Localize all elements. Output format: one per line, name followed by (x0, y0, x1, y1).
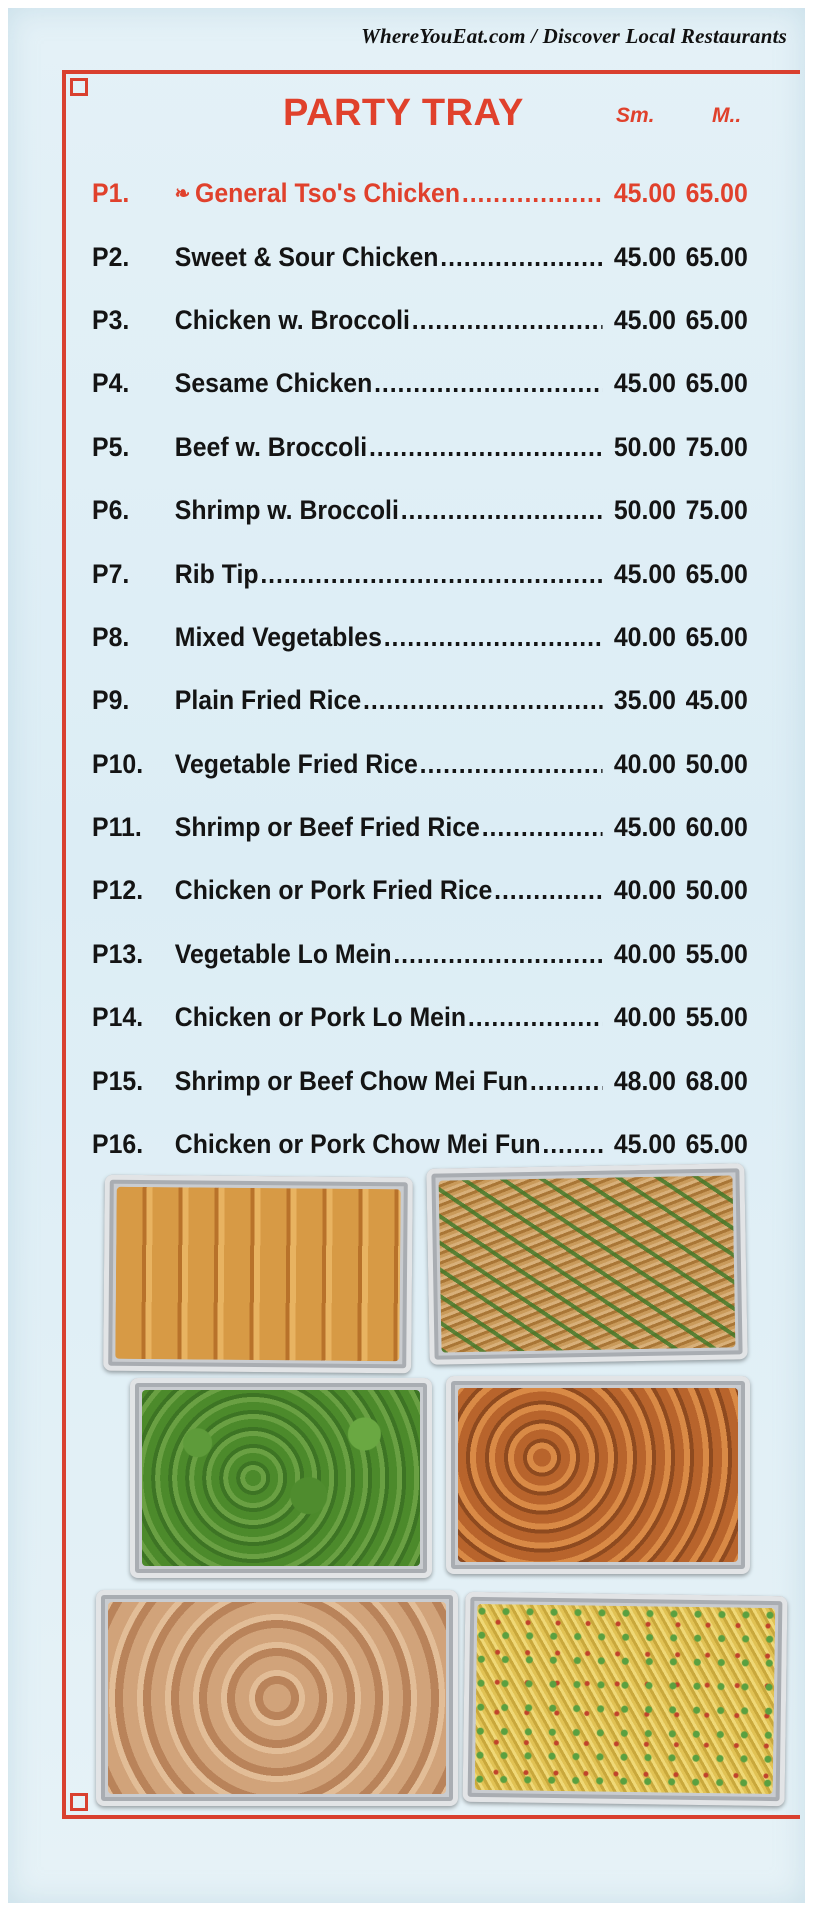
lo-mein-tray-photo (426, 1163, 747, 1365)
price-small: 45.00 (613, 178, 677, 209)
egg-rolls-tray-photo (103, 1175, 413, 1374)
chicken-wings-food (108, 1602, 446, 1794)
price-small: 40.00 (613, 621, 677, 652)
item-name-wrap (175, 1002, 603, 1033)
leader-dots (259, 559, 603, 590)
frame-left-border (62, 96, 66, 1793)
column-header-medium: M.. (712, 104, 742, 127)
item-name-wrap (175, 749, 603, 780)
price-medium: 75.00 (685, 431, 748, 462)
general-tso-chicken-tray-photo (446, 1376, 750, 1574)
leader-dots (466, 1002, 602, 1033)
item-name: Chicken or Pork Chow Mei Fun (174, 1129, 541, 1160)
leader-dots (410, 305, 602, 336)
price-small: 40.00 (613, 748, 677, 779)
item-code: P3. (92, 304, 130, 335)
item-name-wrap (175, 305, 603, 336)
pepper-icon: ❧ (174, 183, 191, 206)
lo-mein-food (439, 1175, 736, 1352)
price-medium: 65.00 (685, 1129, 748, 1160)
price-medium: 55.00 (685, 1002, 748, 1033)
item-name-wrap (175, 559, 603, 590)
price-small: 50.00 (613, 431, 677, 462)
menu-item (92, 225, 748, 288)
menu-item (92, 352, 748, 415)
item-name-wrap (175, 178, 603, 209)
price-medium: 50.00 (685, 875, 748, 906)
item-name: Chicken w. Broccoli (174, 304, 410, 335)
menu-item (92, 986, 748, 1049)
leader-dots (480, 812, 603, 843)
leader-dots (492, 875, 602, 906)
leader-dots (361, 685, 602, 716)
item-code: P4. (92, 368, 130, 399)
menu-item (92, 859, 748, 922)
menu-list (92, 162, 752, 1176)
item-code: P5. (92, 431, 130, 462)
menu-item (92, 669, 748, 732)
price-medium: 45.00 (685, 685, 748, 716)
item-name: Mixed Vegetables (174, 621, 382, 652)
leader-dots (372, 368, 602, 399)
item-code: P14. (92, 1002, 144, 1033)
item-name-wrap (175, 432, 603, 463)
menu-item (92, 542, 748, 605)
menu-item (92, 733, 748, 796)
item-code: P10. (92, 748, 144, 779)
leader-dots (418, 749, 603, 780)
menu-item (92, 416, 748, 479)
price-small: 45.00 (613, 1129, 677, 1160)
item-name-wrap (175, 812, 603, 843)
item-name: Plain Fried Rice (174, 685, 362, 716)
item-name: Vegetable Fried Rice (174, 748, 418, 779)
fried-rice-tray-photo (463, 1592, 788, 1806)
price-medium: 65.00 (685, 304, 748, 335)
price-medium: 68.00 (685, 1065, 748, 1096)
item-code: P6. (92, 495, 130, 526)
column-header-small: Sm. (616, 104, 655, 127)
item-name: Rib Tip (174, 558, 259, 589)
item-code: P1. (92, 178, 130, 209)
price-medium: 65.00 (685, 368, 748, 399)
item-code: P13. (92, 938, 144, 969)
price-medium: 75.00 (685, 495, 748, 526)
site-header: WhereYouEat.com / Discover Local Restaurants (361, 24, 787, 48)
item-name: Beef w. Broccoli (174, 431, 368, 462)
broccoli-food (142, 1390, 420, 1566)
price-small: 35.00 (613, 685, 677, 716)
price-small: 45.00 (613, 812, 677, 843)
menu-item (92, 923, 748, 986)
item-name-wrap (175, 242, 603, 273)
item-name-wrap (175, 495, 603, 526)
price-medium: 50.00 (685, 748, 748, 779)
frame-corner-ornament (70, 1793, 88, 1811)
item-name-wrap (175, 1129, 603, 1160)
item-name: Chicken or Pork Fried Rice (174, 875, 493, 906)
price-small: 45.00 (613, 304, 677, 335)
item-code: P9. (92, 685, 130, 716)
item-name-wrap (175, 939, 603, 970)
item-name-wrap (175, 1066, 603, 1097)
frame-corner-ornament (70, 78, 88, 96)
price-small: 40.00 (613, 938, 677, 969)
price-small: 45.00 (613, 558, 677, 589)
menu-item (92, 479, 748, 542)
price-medium: 65.00 (685, 178, 748, 209)
price-medium: 65.00 (685, 241, 748, 272)
item-code: P7. (92, 558, 130, 589)
leader-dots (399, 495, 603, 526)
price-small: 40.00 (613, 875, 677, 906)
price-small: 50.00 (613, 495, 677, 526)
general-tso-chicken-food (458, 1388, 738, 1562)
item-name: Shrimp w. Broccoli (174, 495, 399, 526)
menu-item (92, 606, 748, 669)
menu-item (92, 162, 748, 225)
fried-rice-food (475, 1604, 776, 1794)
price-medium: 60.00 (685, 812, 748, 843)
menu-item (92, 796, 748, 859)
price-small: 45.00 (613, 368, 677, 399)
item-name: General Tso's Chicken (195, 178, 461, 209)
item-name-wrap (175, 875, 603, 906)
item-name-wrap (175, 368, 603, 399)
leader-dots (392, 939, 603, 970)
item-code: P8. (92, 621, 130, 652)
item-name-wrap (175, 622, 603, 653)
item-name: Shrimp or Beef Chow Mei Fun (174, 1065, 529, 1096)
item-name: Chicken or Pork Lo Mein (174, 1002, 467, 1033)
price-small: 48.00 (613, 1065, 677, 1096)
leader-dots (367, 432, 602, 463)
leader-dots (528, 1066, 602, 1097)
leader-dots (438, 242, 602, 273)
frame-bottom-border (88, 1815, 800, 1819)
item-code: P2. (92, 241, 130, 272)
price-small: 40.00 (613, 1002, 677, 1033)
item-name: Sesame Chicken (174, 368, 373, 399)
leader-dots (382, 622, 603, 653)
menu-item (92, 1049, 748, 1112)
item-code: P16. (92, 1129, 144, 1160)
frame-top-border (88, 70, 800, 74)
price-medium: 65.00 (685, 621, 748, 652)
section-title: PARTY TRAY (283, 92, 524, 134)
item-name: Vegetable Lo Mein (174, 938, 392, 969)
item-name: Sweet & Sour Chicken (174, 241, 439, 272)
chicken-wings-tray-photo (96, 1590, 458, 1806)
price-medium: 65.00 (685, 558, 748, 589)
item-code: P12. (92, 875, 144, 906)
broccoli-tray-photo (130, 1378, 432, 1578)
menu-item (92, 289, 748, 352)
item-code: P15. (92, 1065, 144, 1096)
item-name-wrap (175, 685, 603, 716)
price-medium: 55.00 (685, 938, 748, 969)
item-code: P11. (92, 812, 142, 843)
leader-dots (460, 178, 602, 209)
item-name: Shrimp or Beef Fried Rice (174, 812, 480, 843)
price-small: 45.00 (613, 241, 677, 272)
egg-rolls-food (115, 1187, 400, 1361)
leader-dots (541, 1129, 603, 1160)
